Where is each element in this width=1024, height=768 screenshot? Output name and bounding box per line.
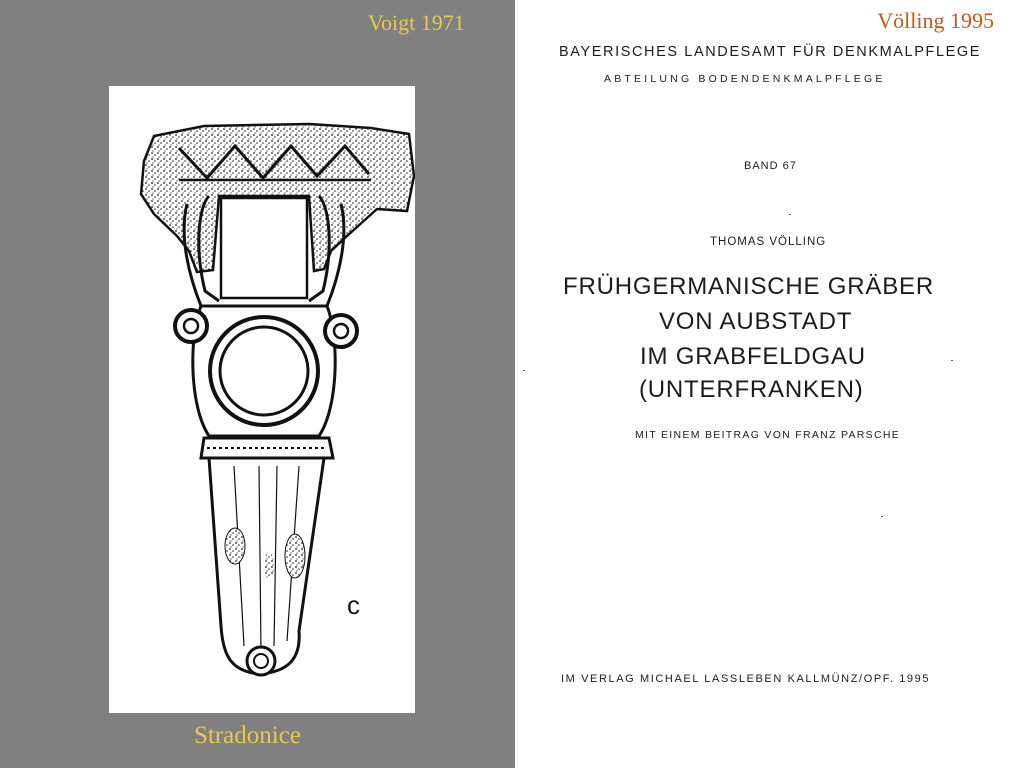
title-line-3: IM GRABFELDGAU <box>640 343 866 370</box>
site-caption-stradonice: Stradonice <box>194 722 301 749</box>
source-caption-voigt: Voigt 1971 <box>368 10 465 35</box>
imprint-line: IM VERLAG MICHAEL LASSLEBEN KALLMÜNZ/OPF. 1995 <box>561 673 931 685</box>
contributor-line: MIT EINEM BEITRAG VON FRANZ PARSCHE <box>635 429 901 441</box>
title-line-1: FRÜHGERMANISCHE GRÄBER <box>563 273 934 300</box>
right-panel <box>515 0 1024 768</box>
publisher-line: BAYERISCHES LANDESAMT FÜR DENKMALPFLEGE <box>559 44 982 60</box>
artifact-drawing <box>109 86 415 713</box>
author-name: THOMAS VÖLLING <box>710 236 827 248</box>
department-line: ABTEILUNG BODENDENKMALPFLEGE <box>604 73 886 85</box>
volume-number: BAND 67 <box>744 160 797 172</box>
belt-hook-illustration <box>109 86 415 713</box>
scan-speck <box>523 370 525 371</box>
scan-speck <box>789 214 791 215</box>
title-line-4: (UNTERFRANKEN) <box>639 376 864 403</box>
source-caption-volling: Völling 1995 <box>877 8 994 33</box>
figure-letter: c <box>347 590 360 620</box>
scan-speck <box>881 516 883 517</box>
scan-speck <box>951 360 953 361</box>
title-line-2: VON AUBSTADT <box>659 308 853 335</box>
